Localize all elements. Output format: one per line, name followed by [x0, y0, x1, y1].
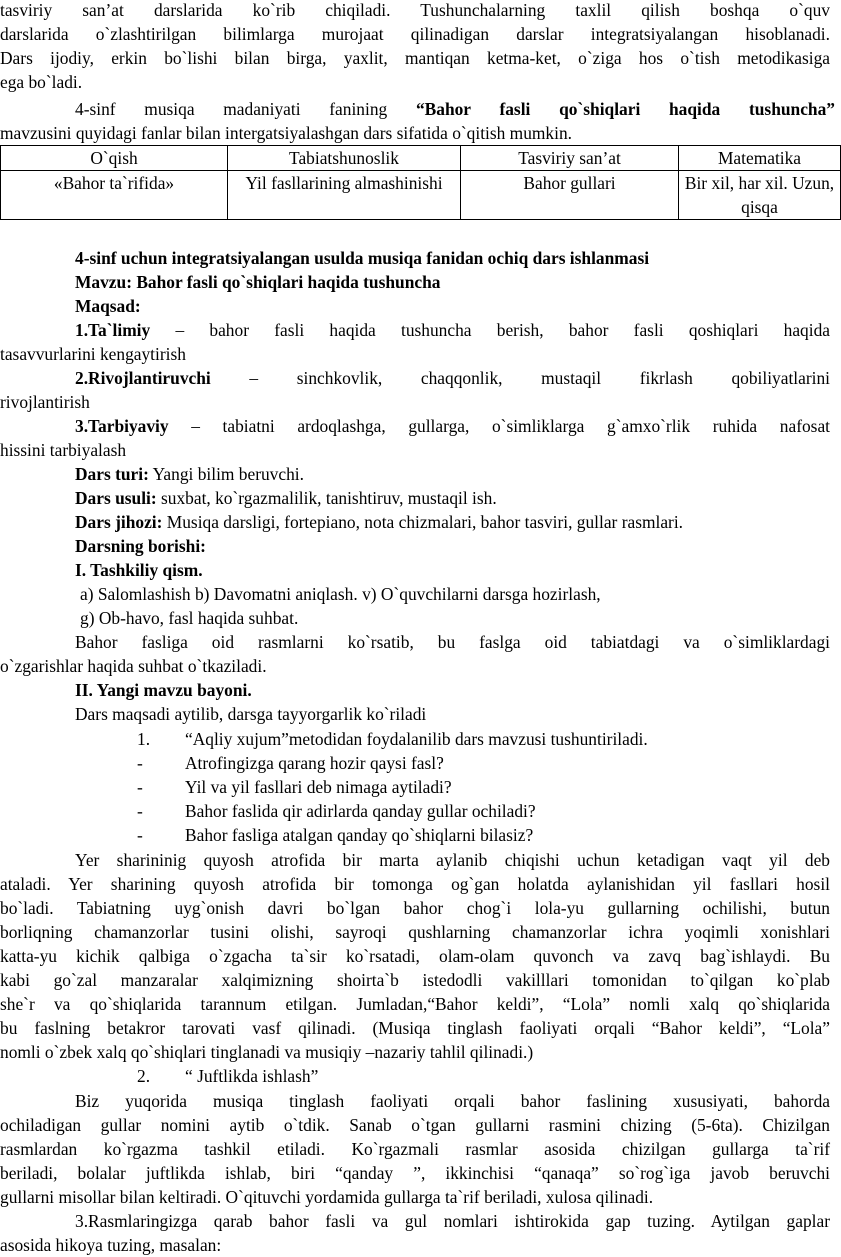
info-label: Dars usuli:	[75, 488, 157, 508]
table-cell: Bir xil, har xil. Uzun, qisqa	[679, 171, 841, 220]
goal-item	[75, 414, 830, 438]
table-header-cell: O`qish	[1, 146, 228, 171]
paragraph-line: bu faslning betakror tarovati vasf qilinadi. (Musiqa tinglash faoliyati orqali “Bahor keldi”, “Lola”	[0, 1018, 830, 1038]
table-header-row	[1, 146, 841, 171]
table-cell: Yil fasllarining almashinishi	[228, 171, 461, 220]
intro-line: darslarida o`zlashtirilgan bilimlarga murojaat qilinadigan darslar integratsiyalangan hisoblanadi.	[0, 24, 830, 44]
goal-label: 1.Ta`limiy	[75, 320, 151, 340]
goal-continuation: hissini tarbiyalash	[0, 440, 127, 460]
goal-item	[75, 318, 830, 342]
lead-topic: “Bahor fasli qo`shiqlari haqida tushuncha”	[415, 99, 835, 119]
lead-prefix: 4-sinf musiqa madaniyati fanining	[75, 99, 416, 119]
lead-paragraph	[75, 97, 835, 121]
goal-label: 2.Rivojlantiruvchi	[75, 368, 211, 388]
intro-line: Dars ijodiy, erkin bo`lishi bilan birga, yaxlit, mantiqan ketma-ket, o`ziga hos o`tish metodikasiga	[0, 48, 830, 68]
lesson-aim: Dars maqsadi aytilib, darsga tayyorgarlik ko`riladi	[75, 704, 427, 724]
section-heading: II. Yangi mavzu bayoni.	[75, 680, 252, 700]
table-cell: «Bahor ta`rifida»	[1, 171, 228, 220]
info-text: Musiqa darsligi, fortepiano, nota chizmalari, bahor tasviri, gullar rasmlari.	[162, 512, 684, 532]
paragraph-line: katta-yu kichik qalbiga o`zgacha ta`sir ko`rsatadi, olam-olam quvonch va zavq bag`ishlaydi. Bu	[0, 946, 830, 966]
intro-line: ega bo`ladi.	[0, 72, 83, 92]
lesson-type	[75, 462, 304, 486]
paragraph-line: ochiladigan gullar nomini aytib o`tdik. Sanab o`tgan gullarni rasmini chizing (5-6ta). Chizilgan	[0, 1115, 830, 1135]
paragraph-line: rasmlardan ko`rgazma tashkil etiladi. Ko`rgazmali rasmlar asosida chizilgan gullarga ta`rif	[0, 1139, 830, 1159]
info-label: Dars jihozi:	[75, 512, 163, 532]
list-item: Atrofingizga qarang hozir qaysi fasl?	[185, 753, 444, 773]
paragraph-line: Bahor fasliga oid rasmlarni ko`rsatib, bu faslga oid tabiatdagi va o`simliklardagi	[75, 632, 830, 652]
list-item: Yil va yil fasllari deb nimaga aytiladi?	[185, 777, 452, 797]
lesson-topic: Mavzu: Bahor fasli qo`shiqlari haqida tushuncha	[75, 272, 441, 292]
list-number: 1.	[137, 729, 151, 749]
paragraph-line: o`zgarishlar haqida suhbat o`tkaziladi.	[0, 656, 267, 676]
paragraph-line: nomli o`zbek xalq qo`shiqlari tinglanadi va musiqiy –nazariy tahlil qilinadi.)	[0, 1042, 534, 1062]
goal-continuation: tasavvurlarini kengaytirish	[0, 344, 186, 364]
section-heading: I. Tashkiliy qism.	[75, 560, 203, 580]
paragraph-line: 3.Rasmlaringizga qarab bahor fasli va gul nomlari ishtirokida gap tuzing. Aytilgan gaplar	[75, 1211, 830, 1231]
paragraph-line: beriladi, bolalar juftlikda ishlab, biri “qanday ”, ikkinchisi “qanaqa” so`rog`iga javob beruvchi	[0, 1163, 830, 1183]
goal-continuation: rivojlantirish	[0, 392, 90, 412]
list-item: “ Juftlikda ishlash”	[185, 1066, 319, 1086]
table-header-cell: Tabiatshunoslik	[228, 146, 461, 171]
lesson-flow-heading: Darsning borishi:	[75, 536, 206, 556]
paragraph-line: Yer sharininig quyosh atrofida bir marta aylanib chiqishi uchun ketadigan vaqt yil deb	[75, 850, 830, 870]
lesson-heading: 4-sinf uchun integratsiyalangan usulda musiqa fanidan ochiq dars ishlanmasi	[75, 248, 650, 268]
info-text: suxbat, ko`rgazmalilik, tanishtiruv, mustaqil ish.	[156, 488, 497, 508]
organization-steps: g) Ob-havo, fasl haqida suhbat.	[80, 608, 299, 628]
paragraph-line: she`r va qo`shiqlarida tarannum etilgan. Jumladan,“Bahor keldi”, “Lola” nomli xalq qo`shiqlarida	[0, 994, 830, 1014]
table-row	[1, 171, 841, 220]
organization-steps: a) Salomlashish b) Davomatni aniqlash. v) O`quvchilarni darsga hozirlash,	[80, 584, 601, 604]
paragraph-line: asosida hikoya tuzing, masalan:	[0, 1235, 222, 1255]
lesson-method	[75, 486, 497, 510]
intro-line: tasviriy san’at darslarida ko`rib chiqiladi. Tushunchalarning taxlil qilish boshqa o`quv	[0, 0, 830, 20]
paragraph-line: ataladi. Yer sharining quyosh atrofida bir tomonga og`gan holatda aylanishidan yil fasllari hosil	[0, 874, 830, 894]
list-item: Bahor fasliga atalgan qanday qo`shiqlarni bilasiz?	[185, 825, 534, 845]
integration-table	[0, 145, 841, 220]
paragraph-line: borliqning chamanzorlar tusini olishi, sayroqi qushlarning chamanzorlar ichra yoqimli xonishlari	[0, 922, 830, 942]
list-bullet: -	[137, 801, 143, 821]
paragraph-line: kabi go`zal manzaralar xalqimizning shoirta`b istedodli vakilllari tomonidan to`qilgan ko`plab	[0, 970, 830, 990]
list-bullet: -	[137, 753, 143, 773]
goal-heading: Maqsad:	[75, 296, 141, 316]
goal-text: – tabiatni ardoqlashga, gullarga, o`simliklarga g`amxo`rlik ruhida nafosat	[168, 416, 830, 436]
list-number: 2.	[137, 1066, 151, 1086]
table-header-cell: Matematika	[679, 146, 841, 171]
list-bullet: -	[137, 825, 143, 845]
goal-text: – sinchkovlik, chaqqonlik, mustaqil fikrlash qobiliyatlarini	[210, 368, 830, 388]
goal-text: – bahor fasli haqida tushuncha berish, bahor fasli qoshiqlari haqida	[150, 320, 830, 340]
list-item: Bahor faslida qir adirlarda qanday gullar ochiladi?	[185, 801, 536, 821]
table-cell: Bahor gullari	[461, 171, 679, 220]
paragraph-line: bo`ladi. Tabiatning uyg`onish davri bo`lgan bahor chog`i lola-yu gullarning ochilishi, butun	[0, 898, 830, 918]
goal-label: 3.Tarbiyaviy	[75, 416, 169, 436]
list-item: “Aqliy xujum”metodidan foydalanilib dars mavzusi tushuntiriladi.	[185, 729, 648, 749]
goal-item	[75, 366, 830, 390]
paragraph-line: gullarni misollar bilan keltiradi. O`qituvchi yordamida gullarga ta`rif beriladi, xulosa qilinadi.	[0, 1187, 654, 1207]
lesson-equipment	[75, 510, 683, 534]
list-bullet: -	[137, 777, 143, 797]
info-label: Dars turi:	[75, 464, 149, 484]
paragraph-line: Biz yuqorida musiqa tinglash faoliyati orqali bahor faslining xususiyati, bahorda	[75, 1091, 830, 1111]
table-header-cell: Tasviriy san’at	[461, 146, 679, 171]
lead-line: mavzusini quyidagi fanlar bilan intergatsiyalashgan dars sifatida o`qitish mumkin.	[0, 123, 572, 143]
info-text: Yangi bilim beruvchi.	[148, 464, 304, 484]
